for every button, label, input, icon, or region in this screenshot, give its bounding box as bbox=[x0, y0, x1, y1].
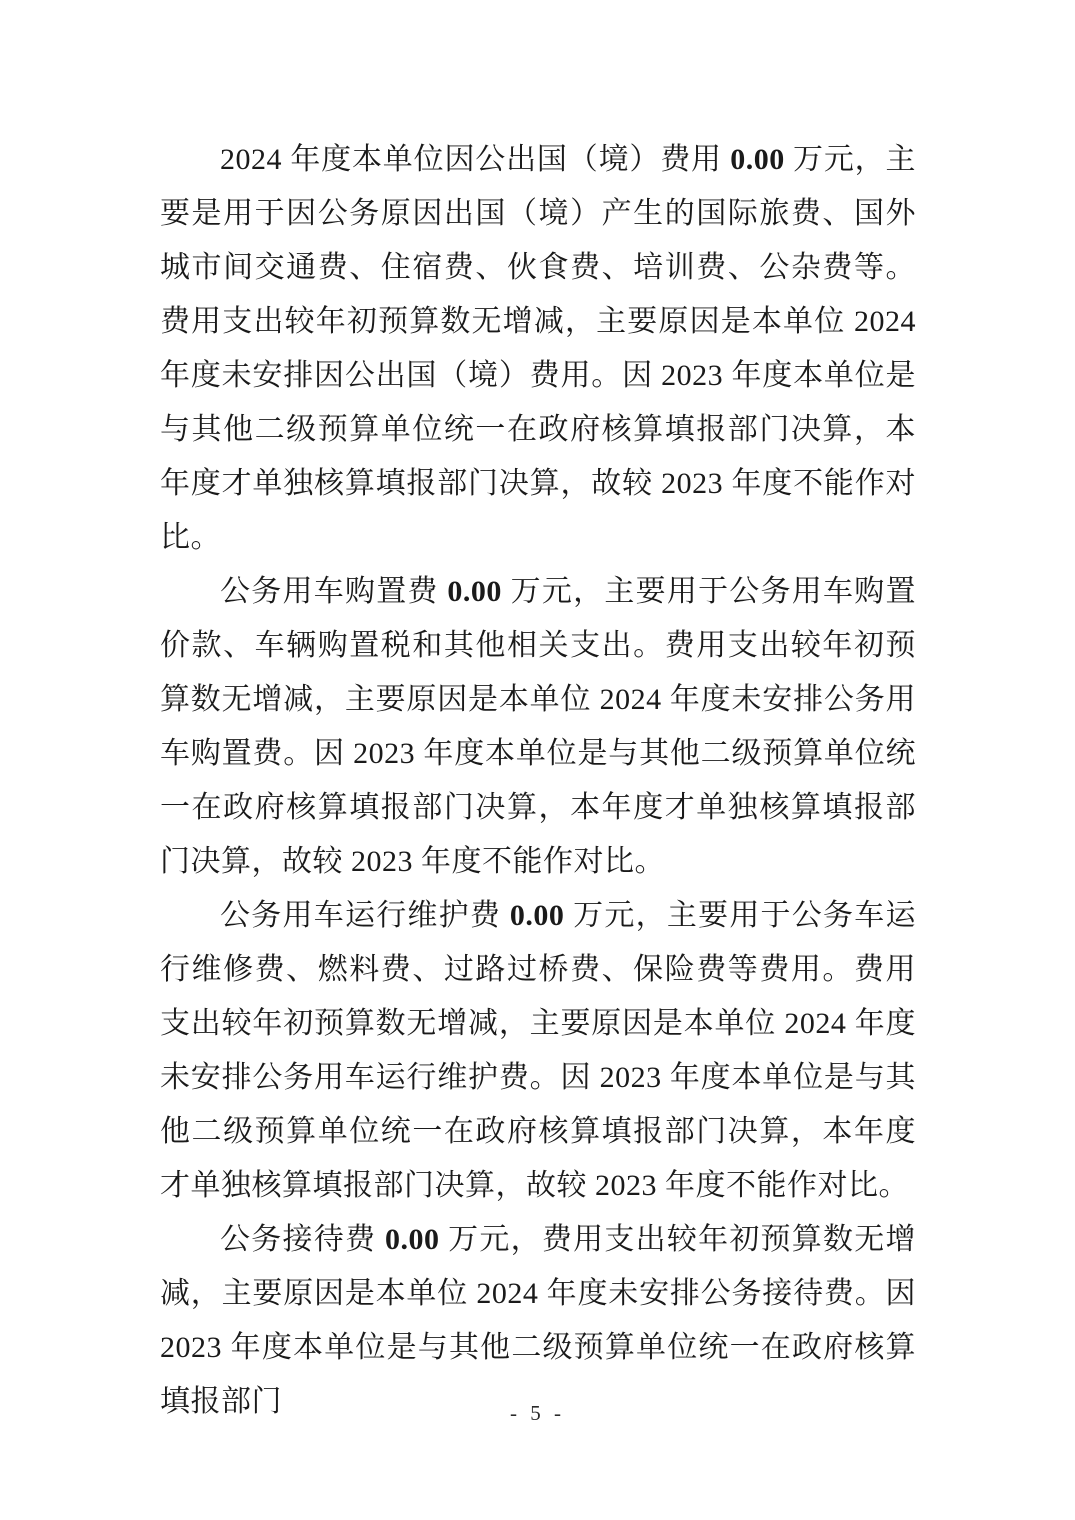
paragraph-official-reception-expense bbox=[160, 1213, 916, 1429]
paragraph-text-before: 2024 年度本单位因公出国（境）费用 bbox=[220, 143, 731, 176]
amount-value: 0.00 bbox=[384, 1223, 440, 1256]
amount-value: 0.00 bbox=[730, 143, 785, 176]
paragraph-text-before: 公务用车运行维护费 bbox=[220, 899, 510, 932]
paragraph-vehicle-maintenance-expense bbox=[160, 889, 916, 1213]
amount-value: 0.00 bbox=[447, 575, 502, 608]
paragraph-text-after: 万元，费用支出较年初预算数无增减，主要原因是本单位 2024 年度未安排公务接待费。因 2023 年度本单位是与其他二级预算单位统一在政府核算填报部门 bbox=[160, 1223, 917, 1418]
paragraph-text-before: 公务用车购置费 bbox=[220, 575, 448, 608]
paragraph-vehicle-purchase-expense bbox=[160, 565, 916, 889]
document-body bbox=[160, 133, 916, 1429]
paragraph-text-after: 万元，主要用于公务车运行维修费、燃料费、过路过桥费、保险费等费用。费用支出较年初预算数无增减，主要原因是本单位 2024 年度未安排公务用车运行维护费。因 2023 年度本单位是与其他二级预算单位统一在政府核算填报部门决算，本年度才单独核算填报部门决算，故较 2023 年度不能作对比。 bbox=[160, 899, 917, 1202]
paragraph-foreign-travel-expense bbox=[160, 133, 916, 565]
paragraph-text-after: 万元，主要用于公务用车购置价款、车辆购置税和其他相关支出。费用支出较年初预算数无增减，主要原因是本单位 2024 年度未安排公务用车购置费。因 2023 年度本单位是与其他二级预算单位统一在政府核算填报部门决算，本年度才单独核算填报部门决算，故较 2023 年度不能作对比。 bbox=[160, 575, 917, 878]
paragraph-text-before: 公务接待费 bbox=[220, 1223, 385, 1256]
page-number: - 5 - bbox=[510, 1401, 565, 1425]
page-footer bbox=[0, 1398, 1075, 1428]
amount-value: 0.00 bbox=[509, 899, 565, 932]
paragraph-text-after: 万元，主要是用于因公务原因出国（境）产生的国际旅费、国外城市间交通费、住宿费、伙食费、培训费、公杂费等。费用支出较年初预算数无增减，主要原因是本单位 2024 年度未安排因公出国（境）费用。因 2023 年度本单位是与其他二级预算单位统一在政府核算填报部门决算，本年度才单独核算填报部门决算，故较 2023 年度不能作对比。 bbox=[160, 143, 917, 554]
